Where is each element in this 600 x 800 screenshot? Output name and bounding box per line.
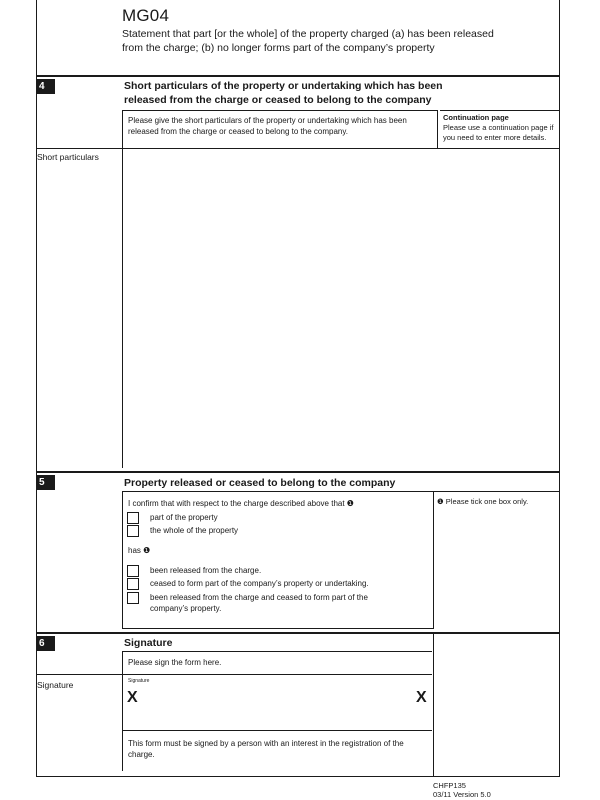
signature-end-x-icon: X [416,689,427,706]
section-5-number: 5 [36,475,55,490]
short-particulars-field[interactable] [122,148,559,468]
option-part-of-property: part of the property [150,513,218,522]
form-reference-code: CHFP135 [433,781,466,790]
confirm-text-body: I confirm that with respect to the charge described above that [128,499,345,508]
has-text-body: has [128,546,141,555]
section-6-rule [36,632,560,634]
section-4-instruction: Please give the short particulars of the property or undertaking which has been released from the charge or ceased to belong to the company. [128,116,407,136]
section-6-instruction-top [122,651,432,652]
continuation-text: Please use a continuation page if you need to enter more details. [443,123,554,142]
option-ceased-to-form-part: ceased to form part of the company’s property or undertaking. [150,579,369,588]
has-text [128,545,150,556]
section-4-number: 4 [36,79,55,94]
section-4-rule [36,75,560,77]
left-frame-line [36,0,37,776]
signature-box-bottom [122,730,432,731]
signature-label: Signature [37,680,74,690]
section-6-instruction: Please sign the form here. [128,658,222,667]
section-4-instruction-left [122,110,123,148]
section-4-instruction-divider [437,110,438,148]
checkbox-released-and-ceased[interactable] [127,592,139,604]
form-title: Statement that part [or the whole] of the property charged (a) has been released from the charge; (b) no longer forms part of the company’s property [122,28,494,54]
section-5-box-bottom [122,628,434,629]
short-particulars-label: Short particulars [37,152,99,162]
section-6-right-divider [433,632,434,776]
section-6-title: Signature [124,637,173,649]
section-5-note-top [434,491,560,492]
section-5-box-right [433,491,434,628]
section-5-box-left [122,491,123,628]
signature-box[interactable] [122,674,432,730]
section-4-continuation-top [440,110,560,111]
checkbox-part-of-property[interactable] [127,512,139,524]
checkbox-released-from-charge[interactable] [127,565,139,577]
section-4-instruction-top [122,110,438,111]
form-code: MG04 [122,6,170,25]
section-6-number: 6 [36,636,55,651]
checkbox-whole-of-property[interactable] [127,525,139,537]
signature-footer-note: This form must be signed by a person with an interest in the registration of the charge. [128,739,404,759]
option-whole-of-property: the whole of the property [150,526,239,535]
section-4-title-line-1: Short particulars of the property or undertaking which has been [124,80,443,92]
confirm-text [128,498,354,509]
section-5-title: Property released or ceased to belong to the company [124,477,396,489]
section-4-title-line-2: released from the charge or ceased to belong to the company [124,94,432,106]
section-5-side-note: ❶ Please tick one box only. [437,497,529,506]
form-version: 03/11 Version 5.0 [433,790,491,799]
checkbox-ceased-to-form-part[interactable] [127,578,139,590]
info-note-icon: ❶ [143,546,151,555]
signature-box-label: Signature [128,678,150,684]
right-frame-line [559,0,560,776]
option-released-from-charge: been released from the charge. [150,566,262,575]
info-note-icon: ❶ [346,499,354,508]
signature-start-x-icon: X [127,689,138,706]
section-5-box-top [122,491,434,492]
bottom-frame-line [36,776,560,777]
section-5-rule [36,471,560,473]
continuation-title: Continuation page [443,113,509,122]
option-released-and-ceased: been released from the charge and ceased to form part of the company’s property. [150,593,368,613]
